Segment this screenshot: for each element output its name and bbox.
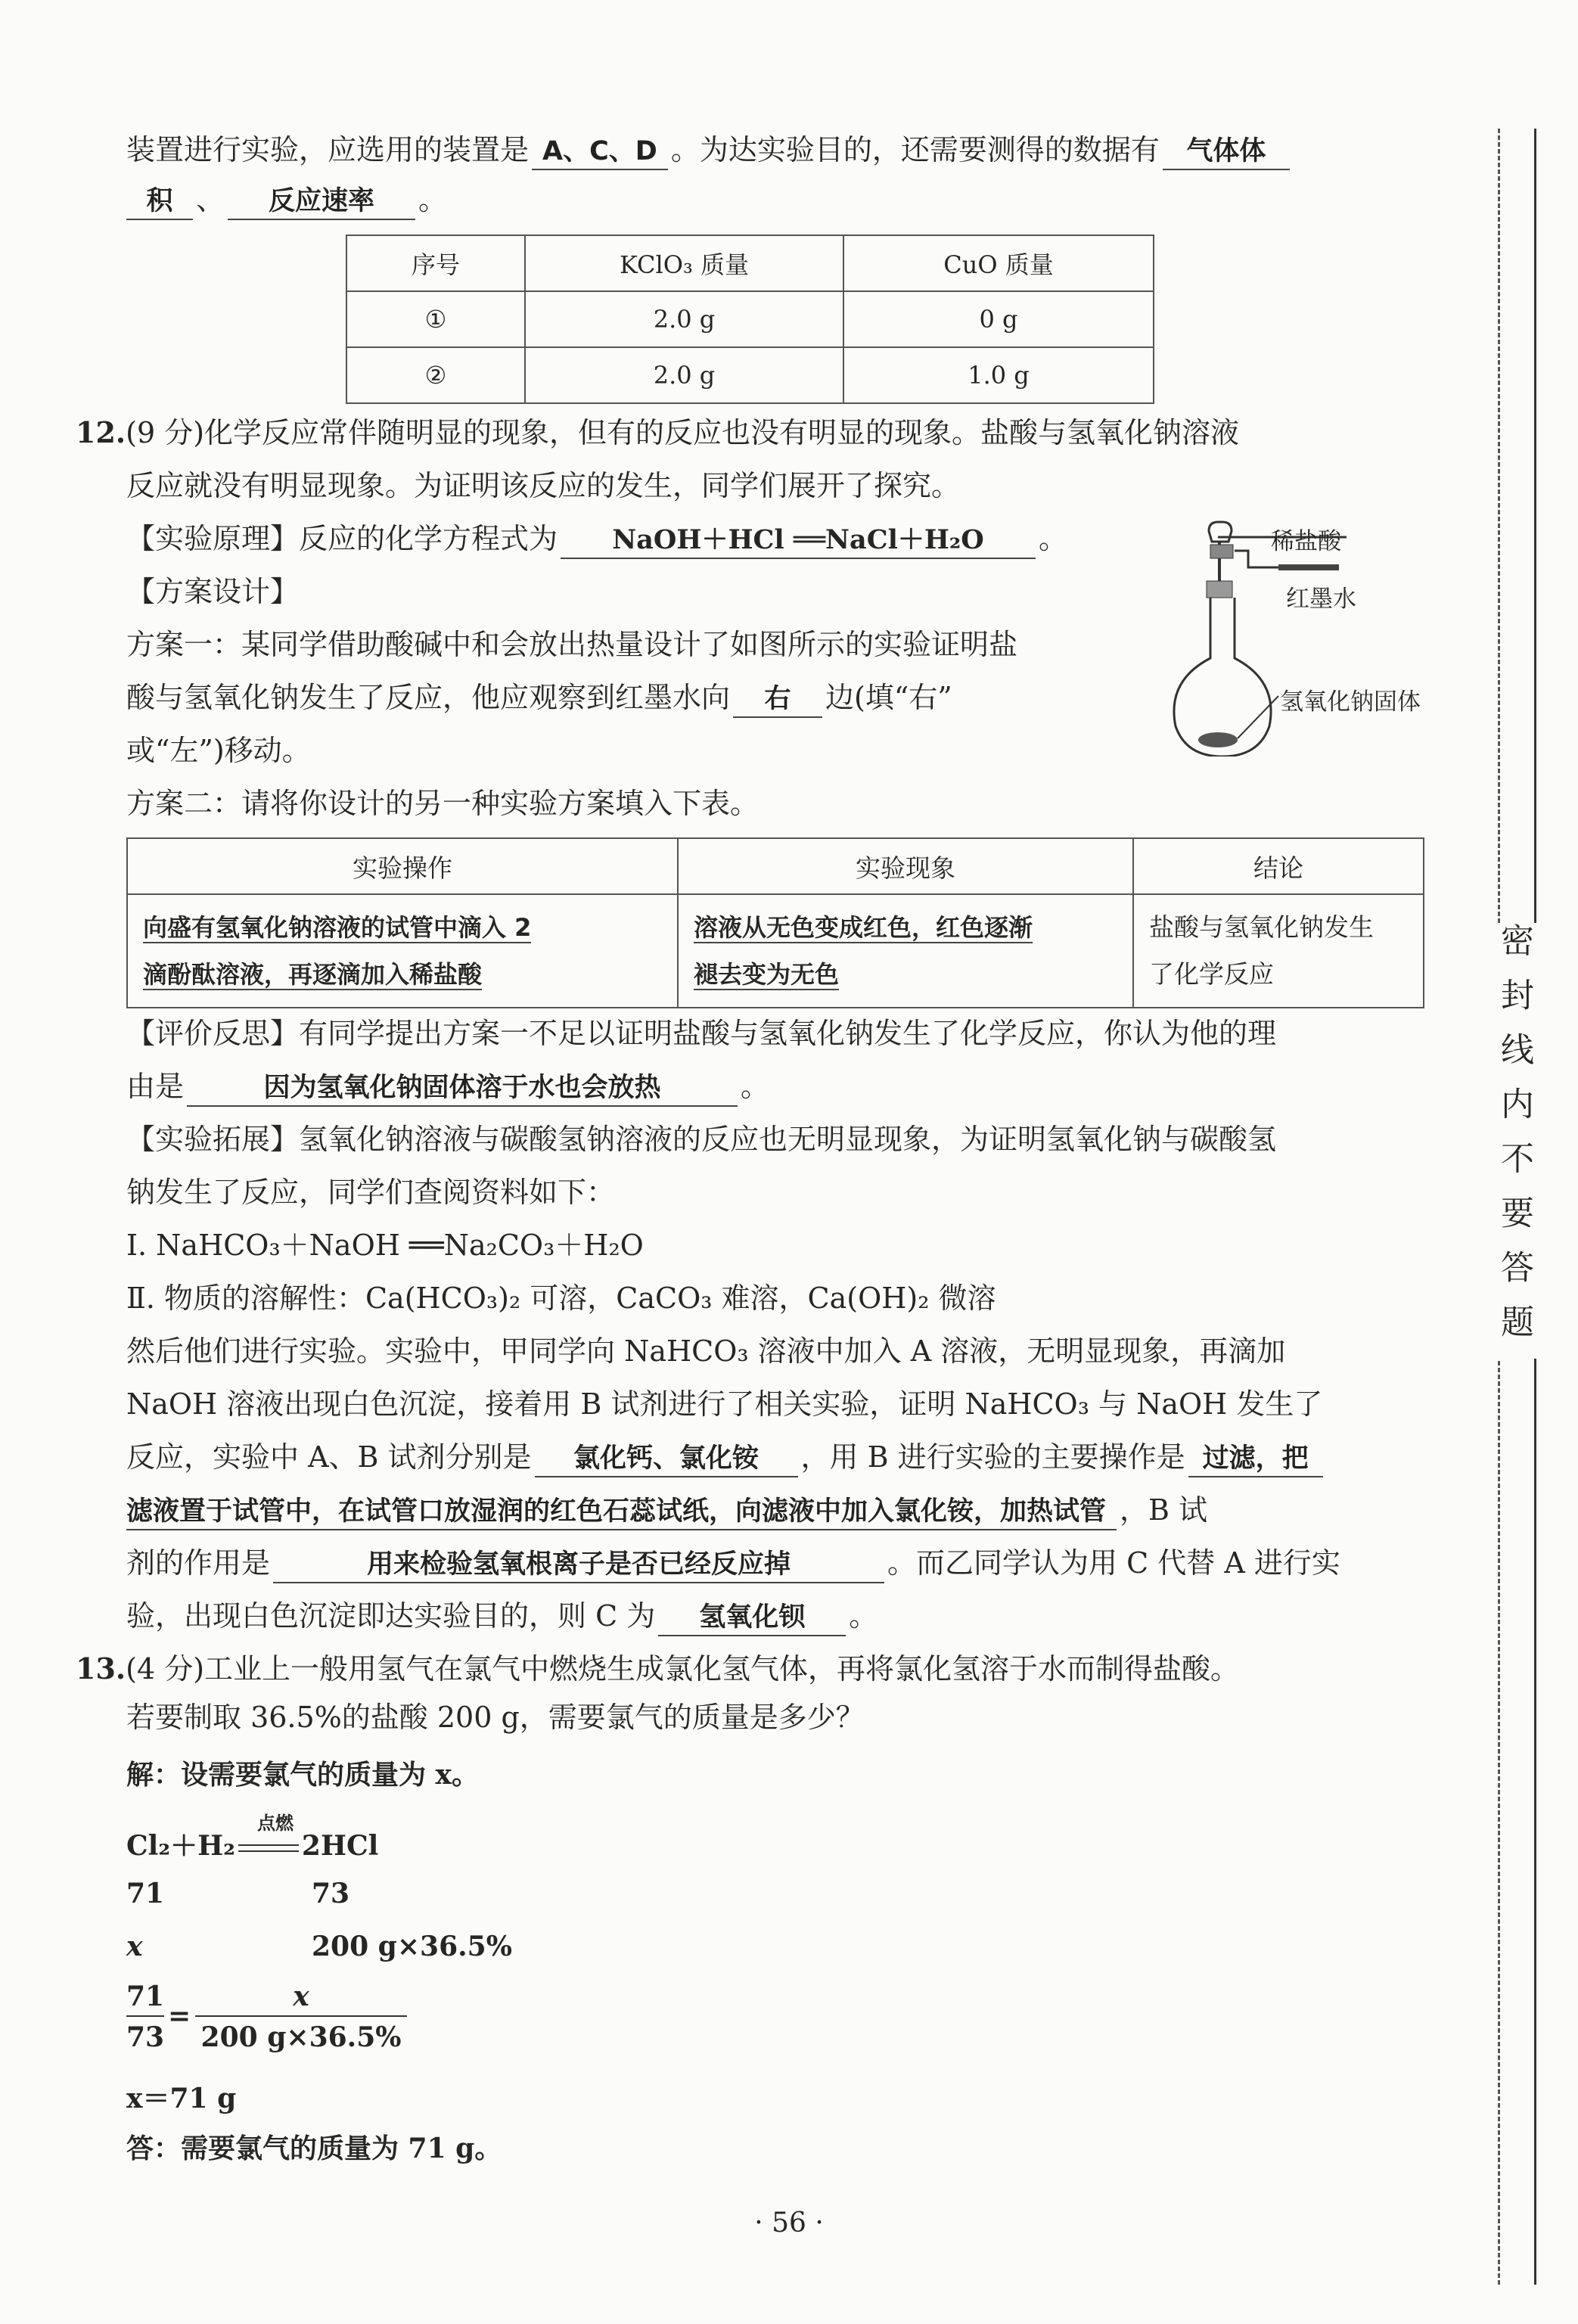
equation-line: Cl₂＋H₂ 2HCl — [126, 1830, 379, 1862]
table-cell-phenomenon: 溶液从无色变成红色，红色逐渐 褪去变为无色 — [678, 894, 1133, 1008]
text-line: 剂的作用是 用来检验氢氧根离子是否已经反应掉 。而乙同学认为用 C 代替 A 进行实 — [126, 1540, 1340, 1586]
text-line: NaOH 溶液出现白色沉淀，接着用 B 试剂进行了相关实验，证明 NaHCO₃ 与 NaOH 发生了 — [126, 1387, 1323, 1421]
text-line: 反应就没有明显现象。为证明该反应的发生，同学们展开了探究。 — [126, 469, 961, 502]
figure-label: 红墨水 — [1286, 586, 1356, 613]
answer-blank-data2: 反应速率 — [228, 184, 415, 220]
table-cell: 1.0 g — [843, 347, 1154, 403]
answer-blank-role: 用来检验氢氧根离子是否已经反应掉 — [273, 1547, 884, 1583]
page-number: · 56 · — [754, 2207, 824, 2239]
text-line: 【评价反思】有同学提出方案一不足以证明盐酸与氢氧化钠发生了化学反应，你认为他的理 — [126, 1017, 1277, 1050]
answer-blank-data1-end: 积 — [126, 184, 193, 220]
answer-blank-operation: 过滤，把 — [1188, 1441, 1323, 1477]
q12-intro: 12.(9 分)化学反应常伴随明显的现象，但有的反应也没有明显的现象。盐酸与氢氧化钠溶液 — [76, 415, 1240, 449]
text-line: 由是 因为氢氧化钠固体溶于水也会放热 。 — [126, 1064, 769, 1109]
text-line: 积 、 反应速率 。 — [126, 177, 447, 222]
text-line: 钠发生了反应，同学们查阅资料如下： — [126, 1176, 616, 1209]
answer-blank-operation-cont: 滤液置于试管中，在试管口放湿润的红色石蕊试纸，向滤液中加入氯化铵，加热试管 — [126, 1494, 1117, 1530]
table-cell: 2.0 g — [525, 291, 843, 347]
table-cell: ② — [346, 347, 525, 403]
table-cell-conclusion: 盐酸与氢氧化钠发生 了化学反应 — [1133, 894, 1424, 1008]
binding-margin — [1458, 129, 1564, 2285]
fraction-bottom: 73 — [126, 2021, 165, 2053]
section-heading: 【方案设计】 — [126, 575, 300, 608]
seal-line-notice: 密封线内不要答题 — [1487, 923, 1540, 1359]
data-table-kclo3 — [346, 235, 1154, 404]
answer-blank-data1: 气体体 — [1163, 134, 1290, 170]
solution-line: 解：设需要氯气的质量为 x。 — [126, 1759, 479, 1791]
answer-blank-reason: 因为氢氧化钠固体溶于水也会放热 — [187, 1070, 738, 1107]
table-header: 实验操作 — [127, 838, 678, 894]
dropper-bulb-icon — [1209, 522, 1232, 542]
table-header: KClO₃ 质量 — [525, 235, 843, 291]
reaction-condition: 点燃 — [257, 1812, 294, 1834]
text-line: Ⅰ. NaHCO₃＋NaOH ══Na₂CO₃＋H₂O — [126, 1229, 644, 1262]
answer-blank-devices: A、C、D — [532, 134, 668, 170]
table-cell: 0 g — [843, 291, 1154, 347]
solution-line: 71 — [126, 1878, 165, 1909]
fraction-bottom: 200 g×36.5% — [200, 2021, 402, 2053]
plan-table — [126, 837, 1424, 1008]
text-line: 装置进行实验，应选用的装置是 A、C、D 。为达实验目的，还需要测得的数据有 气体体 — [126, 127, 1293, 172]
text-line: 然后他们进行实验。实验中，甲同学向 NaHCO₃ 溶液中加入 A 溶液，无明显现象，再滴加 — [126, 1334, 1286, 1368]
text-line: 方案二：请将你设计的另一种实验方案填入下表。 — [126, 787, 759, 820]
table-header: 实验现象 — [678, 838, 1133, 894]
solution-line: 200 g×36.5% — [312, 1931, 512, 1962]
principle-line: 【实验原理】反应的化学方程式为 NaOH＋HCl ══NaCl＋H₂O 。 — [126, 516, 1067, 561]
text-line: 若要制取 36.5%的盐酸 200 g，需要氯气的质量是多少？ — [126, 1701, 865, 1734]
answer-blank-reagents: 氯化钙、氯化铵 — [535, 1441, 798, 1477]
figure-label: 氢氧化钠固体 — [1280, 688, 1421, 716]
question-number: 13. — [76, 1651, 126, 1686]
text-line: 验，出现白色沉淀即达实验目的，则 C 为 氢氧化钡 。 — [126, 1593, 878, 1639]
answer-blank-equation: NaOH＋HCl ══NaCl＋H₂O — [561, 523, 1036, 559]
solution-line: x — [126, 1931, 143, 1962]
question-number: 12. — [76, 415, 126, 449]
q13-intro: 13.(4 分)工业上一般用氢气在氯气中燃烧生成氯化氢气体，再将氯化氢溶于水而制得盐酸。 — [76, 1651, 1240, 1686]
equals-sign: = — [168, 2000, 191, 2032]
text-line: 反应，实验中 A、B 试剂分别是 氯化钙、氯化铵 ，用 B 进行实验的主要操作是 过滤，把 — [126, 1434, 1326, 1480]
table-cell: ① — [346, 291, 525, 347]
table-header: 序号 — [346, 235, 525, 291]
solution-line: 73 — [312, 1878, 350, 1909]
text-line: 酸与氢氧化钠发生了反应，他应观察到红墨水向 右 边(填“右” — [126, 675, 952, 720]
text-line: Ⅱ. 物质的溶解性：Ca(HCO₃)₂ 可溶，CaCO₃ 难溶，Ca(OH)₂ 微溶 — [126, 1282, 996, 1315]
text-line: 方案一：某同学借助酸碱中和会放出热量设计了如图所示的实验证明盐 — [126, 628, 1018, 661]
table-cell-operation: 向盛有氢氧化钠溶液的试管中滴入 2 滴酚酞溶液，再逐滴加入稀盐酸 — [127, 894, 678, 1008]
fraction-top: x — [293, 1981, 309, 2012]
text-line: 或“左”)移动。 — [126, 734, 311, 767]
fraction-top: 71 — [126, 1981, 165, 2012]
answer-blank-c: 氢氧化钡 — [658, 1600, 846, 1636]
figure-label: 稀盐酸 — [1271, 528, 1341, 555]
table-cell: 2.0 g — [525, 347, 843, 403]
table-header: 结论 — [1133, 838, 1424, 894]
text-line: 【实验拓展】氢氧化钠溶液与碳酸氢钠溶液的反应也无明显现象，为证明氢氧化钠与碳酸氢 — [126, 1123, 1277, 1156]
answer-line: 答：需要氯气的质量为 71 g。 — [126, 2133, 502, 2164]
answer-blank-direction: 右 — [733, 682, 822, 718]
table-header: CuO 质量 — [843, 235, 1154, 291]
solution-line: x＝71 g — [126, 2083, 237, 2114]
text-line: 滤液置于试管中，在试管口放湿润的红色石蕊试纸，向滤液中加入氯化铵，加热试管 ，B 试 — [126, 1487, 1207, 1533]
